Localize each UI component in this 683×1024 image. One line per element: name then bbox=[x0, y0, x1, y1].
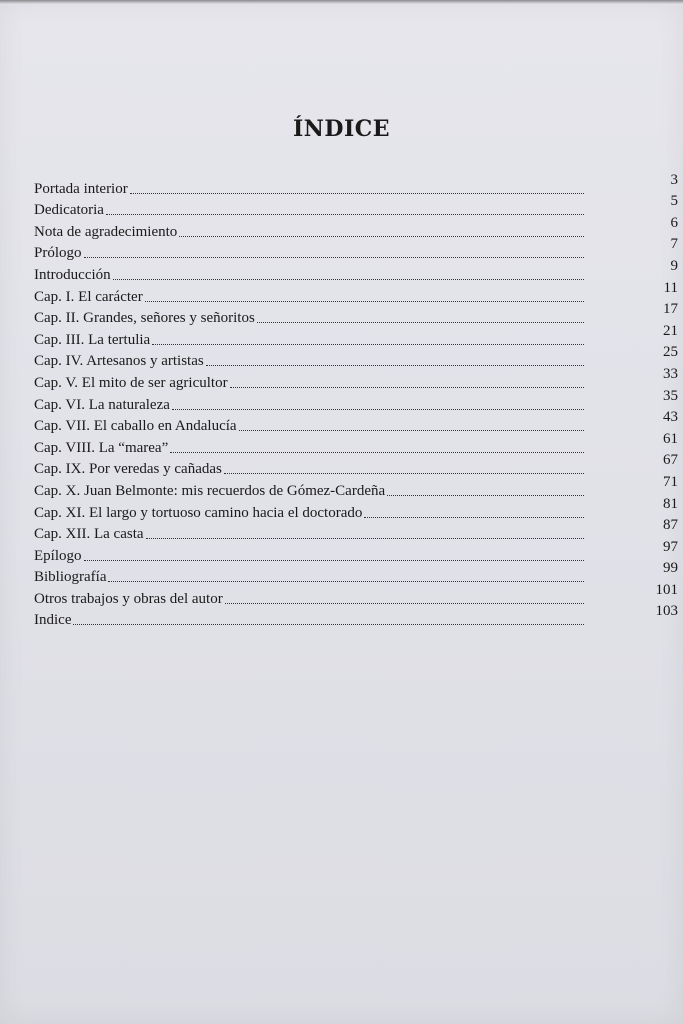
toc-entry-page-number: 71 bbox=[663, 473, 678, 490]
toc-entry-label: Cap. I. El carácter bbox=[34, 288, 143, 305]
toc-entry-page-number: 97 bbox=[663, 538, 678, 555]
dot-leader bbox=[152, 343, 584, 345]
toc-entry-label: Cap. VI. La naturaleza bbox=[34, 396, 170, 413]
toc-entry bbox=[34, 473, 678, 500]
toc-entry-page-number: 33 bbox=[663, 365, 678, 382]
dot-leader bbox=[146, 537, 584, 539]
dot-leader bbox=[106, 213, 584, 215]
toc-entry bbox=[34, 409, 678, 436]
toc-entry-page-number: 61 bbox=[663, 430, 678, 447]
dot-leader bbox=[239, 429, 584, 431]
toc-entry-page-number: 6 bbox=[670, 214, 678, 231]
toc-entry-label: Cap. VIII. La “marea” bbox=[34, 439, 169, 456]
toc-entry-label: Cap. IX. Por veredas y cañadas bbox=[34, 461, 222, 478]
toc-entry bbox=[34, 193, 678, 220]
toc-entry-label: Cap. II. Grandes, señores y señoritos bbox=[34, 310, 255, 327]
toc-entry-label: Portada interior bbox=[34, 180, 128, 197]
toc-entry-page-number: 21 bbox=[663, 322, 678, 339]
toc-entry-label: Epílogo bbox=[34, 547, 82, 564]
toc-entry-page-number: 7 bbox=[670, 236, 678, 253]
toc-entry-label: Indice bbox=[34, 612, 72, 629]
dot-leader bbox=[230, 386, 584, 388]
dot-leader bbox=[224, 472, 584, 474]
toc-entry-label: Cap. VII. El caballo en Andalucía bbox=[34, 418, 237, 435]
toc-entry-page-number: 25 bbox=[663, 344, 678, 361]
toc-entry bbox=[34, 387, 678, 414]
toc-entry-page-number: 43 bbox=[663, 409, 678, 426]
toc-entry-label: Nota de agradecimiento bbox=[34, 223, 178, 240]
toc-entry bbox=[34, 236, 678, 263]
toc-entry-label: Cap. III. La tertulia bbox=[34, 331, 151, 348]
toc-entry bbox=[34, 581, 678, 608]
toc-entry-page-number: 101 bbox=[655, 581, 678, 598]
toc-entry bbox=[34, 344, 678, 371]
toc-entry bbox=[34, 279, 678, 306]
toc-entry-label: Prólogo bbox=[34, 245, 82, 262]
toc-entry bbox=[34, 517, 678, 544]
toc-entry bbox=[34, 322, 678, 349]
toc-entry-label: Otros trabajos y obras del autor bbox=[34, 590, 223, 607]
toc-entry-page-number: 99 bbox=[663, 560, 678, 577]
toc-entry bbox=[34, 495, 678, 522]
toc-entry-page-number: 9 bbox=[670, 257, 678, 274]
toc-entry bbox=[34, 365, 678, 392]
dot-leader bbox=[364, 516, 584, 518]
toc-entry-page-number: 67 bbox=[663, 452, 678, 469]
toc-entry-label: Cap. XI. El largo y tortuoso camino hacia el doctorado bbox=[34, 504, 363, 521]
dot-leader bbox=[84, 559, 585, 561]
toc-entry-page-number: 35 bbox=[663, 387, 678, 404]
toc-entry bbox=[34, 430, 678, 457]
toc-entry-page-number: 3 bbox=[670, 171, 678, 188]
dot-leader bbox=[225, 602, 584, 604]
toc-entry-label: Cap. X. Juan Belmonte: mis recuerdos de Gómez-Cardeña bbox=[34, 482, 386, 499]
dot-leader bbox=[257, 321, 584, 323]
dot-leader bbox=[113, 278, 584, 280]
toc-entry-page-number: 17 bbox=[663, 301, 678, 318]
dot-leader bbox=[73, 623, 584, 625]
toc-entry-page-number: 81 bbox=[663, 495, 678, 512]
dot-leader bbox=[179, 235, 584, 237]
page-title: ÍNDICE bbox=[292, 116, 391, 142]
toc-entry-label: Cap. XII. La casta bbox=[34, 526, 144, 543]
page-top-edge bbox=[0, 0, 683, 4]
dot-leader bbox=[108, 580, 584, 582]
dot-leader bbox=[172, 408, 584, 410]
toc-entry-label: Cap. IV. Artesanos y artistas bbox=[34, 353, 204, 370]
toc-entry-page-number: 5 bbox=[670, 193, 678, 210]
dot-leader bbox=[145, 300, 584, 302]
toc-entry-page-number: 87 bbox=[663, 517, 678, 534]
toc-entry-label: Cap. V. El mito de ser agricultor bbox=[34, 374, 228, 391]
toc-entry bbox=[34, 171, 678, 198]
toc-entry bbox=[34, 560, 678, 587]
dot-leader bbox=[206, 364, 584, 366]
toc-entry bbox=[34, 538, 678, 565]
toc-entry-label: Bibliografía bbox=[34, 569, 107, 586]
dot-leader bbox=[130, 192, 584, 194]
toc-entry bbox=[34, 257, 678, 284]
toc-entry-page-number: 103 bbox=[655, 603, 678, 620]
toc-entry-label: Introducción bbox=[34, 266, 111, 283]
dot-leader bbox=[84, 256, 584, 258]
toc-entry bbox=[34, 452, 678, 479]
toc-entry bbox=[34, 214, 678, 241]
toc-entry-label: Dedicatoria bbox=[34, 202, 104, 219]
dot-leader bbox=[387, 494, 584, 496]
table-of-contents bbox=[34, 171, 678, 629]
toc-entry bbox=[34, 603, 678, 630]
dot-leader bbox=[170, 451, 584, 453]
toc-entry bbox=[34, 301, 678, 328]
toc-entry-page-number: 11 bbox=[663, 279, 678, 296]
